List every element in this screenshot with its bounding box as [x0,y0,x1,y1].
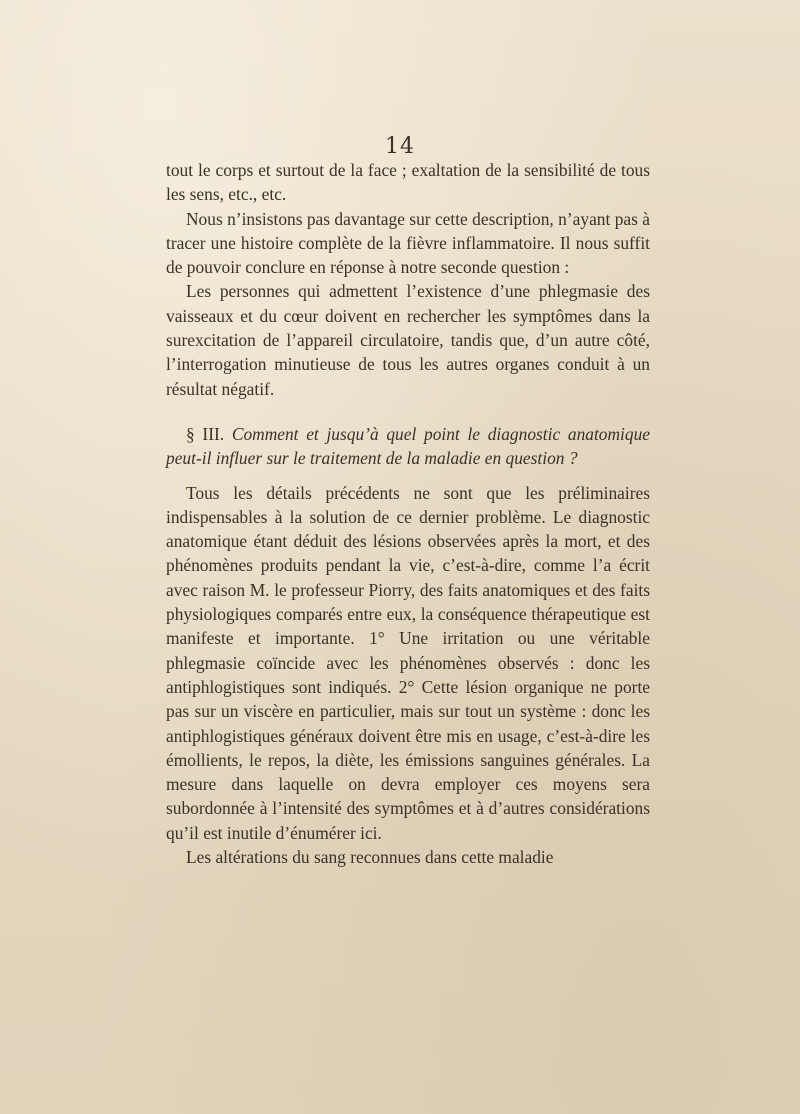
page-body [166,158,650,869]
page-number: 14 [385,134,415,159]
section-heading [166,422,650,471]
paragraph-phlegmasie: Les personnes qui admettent l’existence d’une phlegmasie des vaisseaux et du cœur doivent en rechercher les symptômes dans la surexcitation de l’appareil circulatoire, tandis que, d’un autre côté, l’interrogation minutieuse de tous les autres organes conduit à un résultat négatif. [166,281,650,399]
paragraph-description: Nous n’insistons pas davantage sur cette description, n’ayant pas à tracer une histoire complète de la fièvre inflammatoire. Il nous suffit de pouvoir conclure en réponse à notre seconde question : [166,208,650,278]
section-mark: § III. [186,423,225,444]
section-title: Comment et jusqu’à quel point le diagnostic anatomique peut-il influer sur le traitement de la maladie en question ? [166,423,650,469]
paragraph-alterations: Les altérations du sang reconnues dans cette maladie [186,847,554,868]
paragraph-traitement: Tous les détails précédents ne sont que les préliminaires indispensables à la solution de ce dernier problème. Le diagnostic anatomique étant déduit des lésions observées après la mort, et des phénomènes produits pendant la vie, c’est-à-dire, comme l’a écrit avec raison M. le professeur Piorry, des faits anatomiques et des faits physiologiques comparés entre eux, la conséquence thérapeutique est manifeste et importante. 1° Une irritation ou une véritable phlegmasie coïncide avec les phénomènes observés : donc les antiphlogistiques sont indiqués. 2° Cette lésion organique ne porte pas sur un viscère en particulier, mais sur tout un système : donc les antiphlogistiques généraux doivent être mis en usage, c’est-à-dire les émollients, le repos, la diète, les émissions sanguines générales. La mesure dans laquelle on devra employer ces moyens sera subordonnée à l’intensité des symptômes et à d’autres considérations qu’il est inutile d’énumérer ici. [166,482,650,843]
paragraph-continuation: tout le corps et surtout de la face ; exaltation de la sensibilité de tous les sens, etc., etc. [166,160,650,205]
